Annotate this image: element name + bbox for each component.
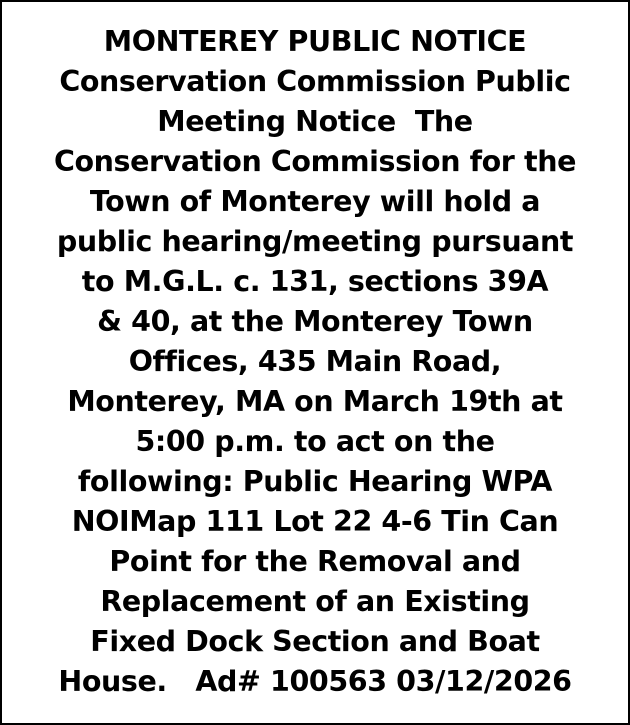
- notice-line: Fixed Dock Section and Boat: [90, 625, 540, 658]
- notice-line: Conservation Commission for the: [53, 145, 577, 178]
- notice-line-ad-number-date: House. Ad# 100563 03/12/2026: [58, 665, 572, 698]
- notice-line: Town of Monterey will hold a: [89, 185, 541, 218]
- notice-line: public hearing/meeting pursuant: [56, 225, 574, 258]
- notice-line: Offices, 435 Main Road,: [128, 345, 502, 378]
- notice-body: [10, 22, 620, 702]
- notice-line: Monterey, MA on March 19th at: [67, 385, 563, 418]
- notice-line: 5:00 p.m. to act on the: [135, 425, 495, 458]
- notice-line: to M.G.L. c. 131, sections 39A: [81, 265, 549, 298]
- notice-line: Meeting Notice The: [157, 105, 473, 138]
- notice-line: Conservation Commission Public: [59, 65, 571, 98]
- notice-line: NOIMap 111 Lot 22 4-6 Tin Can: [71, 505, 559, 538]
- notice-line: & 40, at the Monterey Town: [97, 305, 533, 338]
- notice-line: following: Public Hearing WPA: [77, 465, 553, 498]
- notice-line: Point for the Removal and: [109, 545, 521, 578]
- notice-line: Replacement of an Existing: [100, 585, 530, 618]
- notice-title: MONTEREY PUBLIC NOTICE: [103, 25, 527, 58]
